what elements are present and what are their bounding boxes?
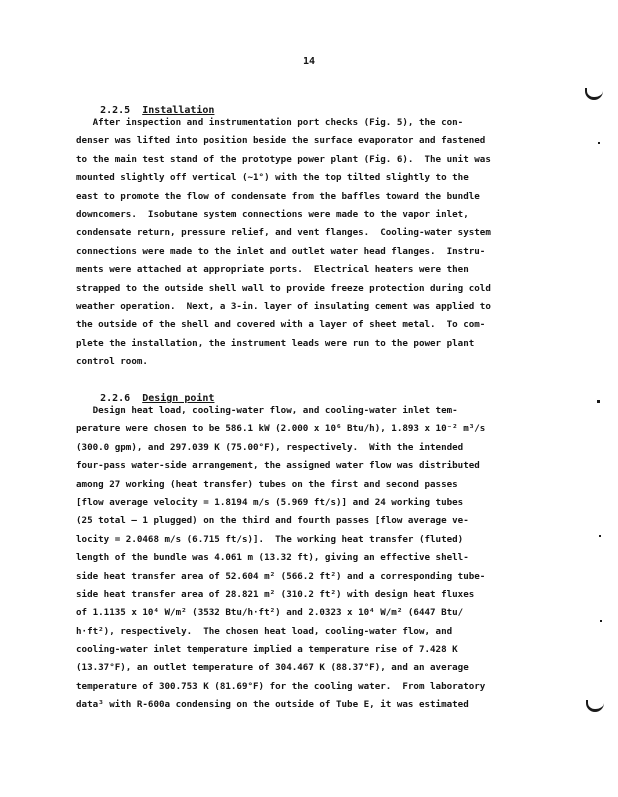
text-line: strapped to the outside shell wall to provide freeze protection during cold: [76, 282, 491, 294]
binding-mark-icon: [586, 700, 604, 712]
text-line: ments were attached at appropriate ports. Electrical heaters were then: [76, 264, 469, 276]
text-line: weather operation. Next, a 3-in. layer of insulating cement was applied to: [76, 300, 491, 312]
text-line: four-pass water-side arrangement, the assigned water flow was distributed: [76, 460, 480, 472]
text-line: to the main test stand of the prototype power plant (Fig. 6). The unit was: [76, 153, 491, 165]
section-number: 2.2.6: [100, 393, 131, 404]
text-line: After inspection and instrumentation port checks (Fig. 5), the con-: [76, 117, 464, 128]
speck-mark-icon: [598, 142, 600, 144]
text-line: plete the installation, the instrument leads were run to the power plant: [76, 337, 475, 349]
page-number: 14: [302, 56, 316, 67]
text-line: mounted slightly off vertical (~1°) with the top tilted slightly to the: [76, 172, 469, 184]
text-line: the outside of the shell and covered with a layer of sheet metal. To com-: [76, 319, 486, 331]
speck-mark-icon: [599, 535, 601, 537]
text-line: connections were made to the inlet and outlet water head flanges. Instru-: [76, 245, 486, 257]
text-line: east to promote the flow of condensate from the baffles toward the bundle: [76, 190, 480, 202]
paragraph-installation: [76, 114, 528, 371]
speck-mark-icon: [597, 400, 600, 403]
text-line: (13.37°F), an outlet temperature of 304.467 K (88.37°F), and an average: [76, 662, 469, 674]
text-line: (25 total — 1 plugged) on the third and fourth passes [flow average ve-: [76, 515, 469, 527]
text-line: condensate return, pressure relief, and vent flanges. Cooling-water system: [76, 227, 491, 239]
text-line: h·ft²), respectively. The chosen heat load, cooling-water flow, and: [76, 625, 453, 637]
text-line: downcomers. Isobutane system connections were made to the vapor inlet,: [76, 208, 469, 220]
section-title: Design point: [142, 393, 215, 404]
text-line: locity = 2.0468 m/s (6.715 ft/s)]. The working heat transfer (fluted): [76, 533, 464, 545]
paragraph-design-point: [76, 402, 528, 715]
text-line: among 27 working (heat transfer) tubes on the first and second passes: [76, 478, 458, 490]
text-line: length of the bundle was 4.061 m (13.32 ft), giving an effective shell-: [76, 552, 469, 564]
text-line: Design heat load, cooling-water flow, and cooling-water inlet tem-: [76, 405, 458, 416]
section-title: Installation: [142, 105, 215, 116]
text-line: cooling-water inlet temperature implied a temperature rise of 7.428 K: [76, 644, 458, 656]
text-line: denser was lifted into position beside the surface evaporator and fastened: [76, 135, 486, 147]
text-line: perature were chosen to be 586.1 kW (2.000 x 10⁶ Btu/h), 1.893 x 10⁻² m³/s: [76, 423, 486, 435]
section-number: 2.2.5: [100, 105, 131, 116]
text-line: side heat transfer area of 28.821 m² (310.2 ft²) with design heat fluxes: [76, 588, 475, 600]
text-line: temperature of 300.753 K (81.69°F) for the cooling water. From laboratory: [76, 680, 486, 692]
text-line: [flow average velocity = 1.8194 m/s (5.969 ft/s)] and 24 working tubes: [76, 496, 464, 508]
text-line: side heat transfer area of 52.604 m² (566.2 ft²) and a corresponding tube-: [76, 570, 486, 582]
text-line: of 1.1135 x 10⁴ W/m² (3532 Btu/h·ft²) and 2.0323 x 10⁴ W/m² (6447 Btu/: [76, 607, 464, 619]
binding-mark-icon: [585, 88, 603, 100]
text-line: (300.0 gpm), and 297.039 K (75.00°F), respectively. With the intended: [76, 441, 464, 453]
speck-mark-icon: [600, 620, 602, 622]
text-line: data³ with R-600a condensing on the outside of Tube E, it was estimated: [76, 699, 469, 711]
text-line: control room.: [76, 356, 148, 368]
